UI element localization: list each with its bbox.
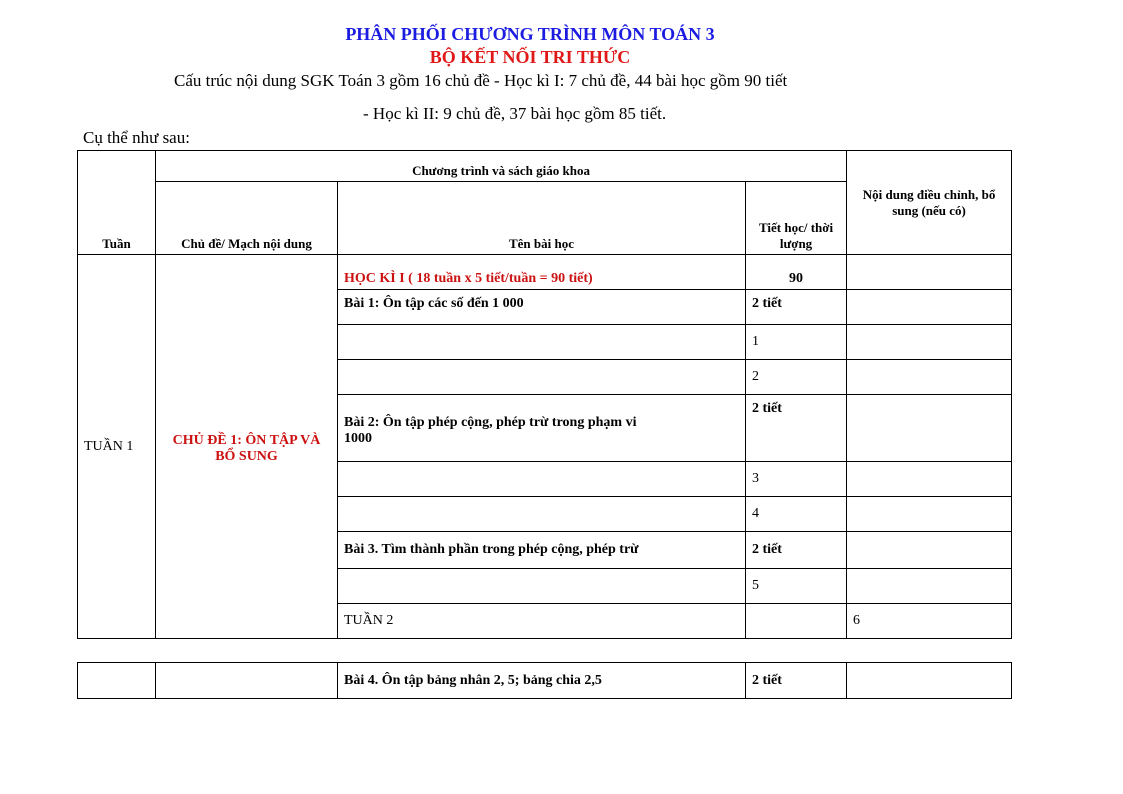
lesson-3-name: Bài 3. Tìm thành phần trong phép cộng, phép trừ bbox=[338, 532, 746, 569]
adjust-cell bbox=[847, 532, 1012, 569]
header-week: Tuần bbox=[78, 151, 156, 255]
lesson-row-empty bbox=[338, 462, 746, 497]
header-lesson: Tên bài học bbox=[338, 182, 746, 255]
lesson-row-empty bbox=[338, 569, 746, 604]
period-number: 3 bbox=[746, 462, 847, 497]
document-title: PHÂN PHỐI CHƯƠNG TRÌNH MÔN TOÁN 3 bbox=[345, 24, 715, 44]
adjust-cell bbox=[847, 395, 1012, 462]
lesson-3-period: 2 tiết bbox=[746, 532, 847, 569]
lesson-4-name: Bài 4. Ôn tập bảng nhân 2, 5; bảng chia 2,5 bbox=[338, 663, 746, 699]
lesson-1-name: Bài 1: Ôn tập các số đến 1 000 bbox=[338, 290, 746, 325]
adjust-cell bbox=[847, 663, 1012, 699]
header-program: Chương trình và sách giáo khoa bbox=[156, 151, 847, 182]
week-1-label: TUẦN 1 bbox=[84, 438, 134, 454]
period-number: 6 bbox=[847, 604, 1012, 639]
curriculum-table bbox=[77, 150, 1012, 639]
document-subtitle: BỘ KẾT NỐI TRI THỨC bbox=[429, 47, 631, 67]
adjust-cell bbox=[847, 462, 1012, 497]
curriculum-table-continued bbox=[77, 662, 1012, 699]
week-2-cell bbox=[338, 604, 746, 639]
lesson-1-period: 2 tiết bbox=[746, 290, 847, 325]
topic-1-cell bbox=[156, 255, 338, 639]
header-topic: Chủ đề/ Mạch nội dung bbox=[156, 182, 338, 255]
period-number: 5 bbox=[746, 569, 847, 604]
period-number: 4 bbox=[746, 497, 847, 532]
lesson-2-name: Bài 2: Ôn tập phép cộng, phép trừ trong phạm vi 1000 bbox=[338, 395, 746, 462]
lesson-row-empty bbox=[338, 497, 746, 532]
lesson-row-empty bbox=[746, 604, 847, 639]
lesson-row-empty bbox=[338, 360, 746, 395]
semester-periods: 90 bbox=[746, 255, 847, 290]
adjust-cell bbox=[847, 569, 1012, 604]
period-number: 2 bbox=[746, 360, 847, 395]
topic-1-label: CHỦ ĐỀ 1: ÔN TẬP VÀ BỔ SUNG bbox=[172, 433, 321, 464]
adjust-cell bbox=[847, 255, 1012, 290]
adjust-cell bbox=[847, 290, 1012, 325]
period-number: 1 bbox=[746, 325, 847, 360]
lesson-4-period: 2 tiết bbox=[746, 663, 847, 699]
lesson-2-period: 2 tiết bbox=[746, 395, 847, 462]
week-cell bbox=[78, 663, 156, 699]
semester-label: HỌC KÌ I ( 18 tuần x 5 tiết/tuần = 90 tiết) bbox=[338, 255, 746, 290]
intro-line-2: - Học kì II: 9 chủ đề, 37 bài học gồm 85 tiết. bbox=[363, 104, 667, 123]
week-2-label: TUẦN 2 bbox=[344, 613, 394, 628]
header-periods: Tiết học/ thời lượng bbox=[746, 182, 847, 255]
adjust-cell bbox=[847, 497, 1012, 532]
adjust-cell bbox=[847, 360, 1012, 395]
week-1-cell bbox=[78, 255, 156, 639]
header-adjust: Nội dung điều chỉnh, bổ sung (nếu có) bbox=[847, 151, 1012, 255]
intro-line-3: Cụ thể như sau: bbox=[83, 128, 190, 147]
topic-cell bbox=[156, 663, 338, 699]
adjust-cell bbox=[847, 325, 1012, 360]
intro-line-1: Cấu trúc nội dung SGK Toán 3 gồm 16 chủ đề - Học kì I: 7 chủ đề, 44 bài học gồm 90 tiết bbox=[174, 71, 788, 90]
lesson-row-empty bbox=[338, 325, 746, 360]
